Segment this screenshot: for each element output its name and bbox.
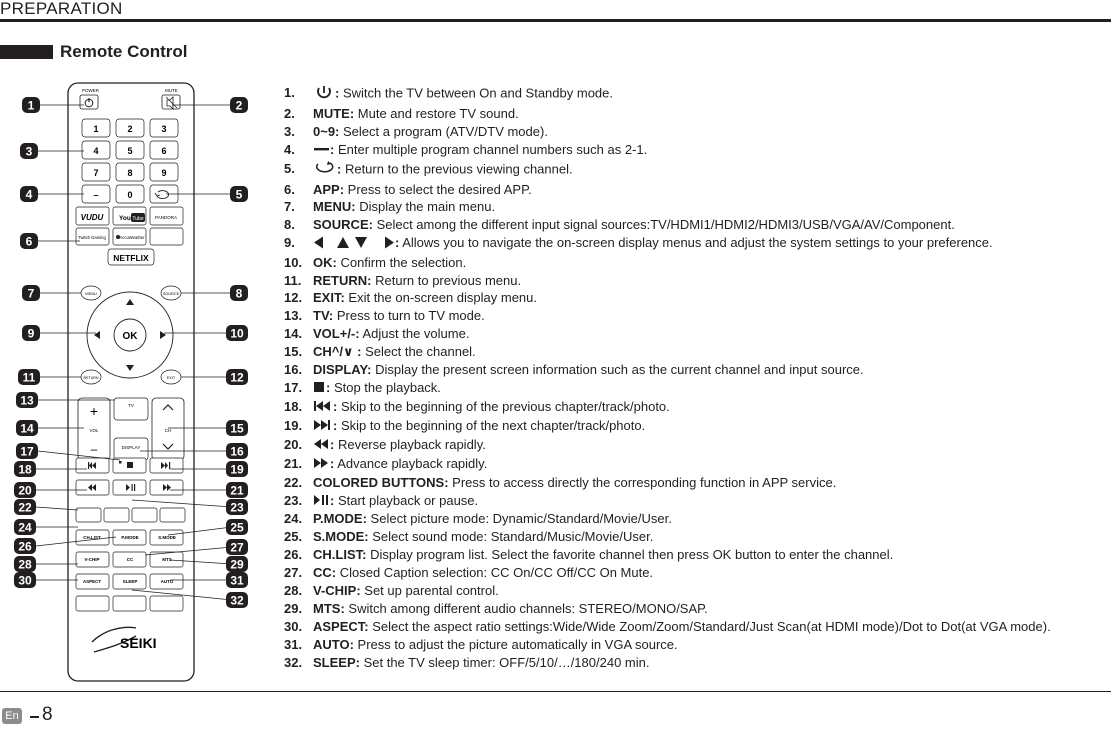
callout-11: 11 [22,370,36,385]
list-item: 23. : Start playback or pause. [284,492,479,508]
power-icon [313,85,335,103]
list-item: 8. SOURCE: Select among the different input signal sources:TV/HDMI1/HDMI2/HDMI3/USB/VGA/AV/Component. [284,217,955,233]
list-item: 18. : Skip to the beginning of the previous chapter/track/photo. [284,398,670,414]
callout-12: 12 [230,370,244,385]
list-item: 24. P.MODE: Select picture mode: Dynamic/Standard/Movie/User. [284,511,672,527]
remote-control-diagram [0,80,260,685]
arrows-icon [313,236,395,252]
digit-8: 8 [127,168,133,178]
list-item: 21. : Advance playback rapidly. [284,455,488,471]
list-item: 22. COLORED BUTTONS: Press to access directly the corresponding function in APP service. [284,474,837,490]
vchip-label: V-CHIP [84,557,100,562]
power-label: POWER [82,88,100,93]
digit-5: 5 [127,146,133,156]
cc-label: CC [126,557,134,562]
chlist-label: CH.LIST [83,535,101,540]
recall-icon [313,161,337,179]
dash-key: – [93,190,99,200]
digit-0: 0 [127,190,133,200]
list-item: 26. CH.LIST: Display program list. Select the favorite channel then press OK button to enter the channel. [284,547,894,563]
page-title: Remote Control [60,42,188,61]
list-item: 27. CC: Closed Caption selection: CC On/CC Off/CC On Mute. [284,565,654,581]
ch-label: CH [164,428,172,433]
forward-icon [313,457,330,472]
section-header: PREPARATION [0,0,123,18]
source-label: SOURCE [162,292,180,296]
callout-7: 7 [27,286,35,301]
callout-18: 18 [18,462,32,477]
digit-6: 6 [161,146,167,156]
callout-4: 4 [25,187,33,202]
callout-8: 8 [235,286,243,301]
tv-label: TV [128,403,134,408]
list-item: 17. : Stop the playback. [284,379,441,395]
footer-dash [30,716,39,718]
callout-28: 28 [18,557,32,572]
twitch-label: Twitch Gaming [78,235,106,240]
callout-27: 27 [230,540,244,555]
sleep-label: SLEEP [122,579,138,584]
list-item: 19. : Skip to the beginning of the next chapter/track/photo. [284,417,646,433]
callout-22: 22 [18,500,32,515]
stop-icon [313,381,326,396]
list-item: 28. V-CHIP: Set up parental control. [284,583,499,599]
list-item: 15. CH^/∨ : Select the channel. [284,344,476,360]
auto-label: AUTO [160,579,174,584]
youtube-label-b: Tube [132,216,144,222]
list-item: 2. MUTE: Mute and restore TV sound. [284,105,519,121]
button-description-list [284,85,1111,673]
list-item: 1. : Switch the TV between On and Standby mode. [284,85,1111,103]
svg-text:–: – [90,442,98,456]
list-item: 13. TV: Press to turn to TV mode. [284,308,485,324]
callout-9: 9 [27,326,35,341]
list-item: 12. EXIT: Exit the on-screen display menu. [284,290,538,306]
smode-label: S.MODE [158,535,176,540]
list-item: 32. SLEEP: Set the TV sleep timer: OFF/5/10/…/180/240 min. [284,654,650,670]
callout-13: 13 [20,393,34,408]
list-item: 20. : Reverse playback rapidly. [284,436,486,452]
play-pause-icon [313,494,330,509]
list-item: 6. APP: Press to select the desired APP. [284,181,532,197]
list-item: 30. ASPECT: Select the aspect ratio settings:Wide/Wide Zoom/Zoom/Standard/Just Scan(at HDMI mode)/Dot to Dot(at VGA mode). [284,618,1051,634]
callout-23: 23 [230,500,244,515]
prev-icon [313,400,333,415]
list-item: 10. OK: Confirm the selection. [284,254,467,270]
callout-14: 14 [20,421,34,436]
accuweather-label: AccuWeather [119,235,145,240]
callout-25: 25 [230,520,244,535]
pmode-label: P.MODE [121,535,139,540]
footer-rule [0,691,1111,692]
youtube-label-a: You [119,215,131,222]
list-item: 16. DISPLAY: Display the present screen information such as the current channel and input source. [284,361,864,377]
page-number: 8 [42,704,53,725]
menu-label: MENU [85,292,97,296]
digit-4: 4 [93,146,99,156]
digit-2: 2 [127,124,133,134]
digit-9: 9 [161,168,167,178]
mts-label: MTS [162,557,172,562]
callout-24: 24 [18,520,32,535]
callout-17: 17 [20,444,34,459]
language-badge: En [2,708,22,724]
display-label: DISPLAY [121,445,141,450]
netflix-label: NETFLIX [113,253,149,263]
list-item: 4. : Enter multiple program channel numbers such as 2-1. [284,141,648,157]
callout-3: 3 [25,144,33,159]
dash-icon [313,143,330,158]
header-rule [0,19,1111,22]
list-item: 14. VOL+/-: Adjust the volume. [284,326,470,342]
stop-icon [127,462,133,468]
list-item: 31. AUTO: Press to adjust the picture automatically in VGA source. [284,636,678,652]
callout-31: 31 [230,573,244,588]
callout-1: 1 [27,98,35,113]
rewind-icon [313,438,330,453]
vol-label: VOL [89,428,99,433]
digit-1: 1 [93,124,99,134]
vudu-label: VUDU [80,213,104,222]
list-item: 25. S.MODE: Select sound mode: Standard/Music/Movie/User. [284,529,654,545]
callout-21: 21 [230,483,244,498]
title-bar [0,45,53,59]
callout-26: 26 [18,539,32,554]
digit-7: 7 [93,168,99,178]
pandora-label: PANDORA [155,215,177,220]
callout-16: 16 [230,444,244,459]
next-icon [313,419,333,434]
callout-20: 20 [18,483,32,498]
exit-label: EXIT [166,376,176,380]
callout-10: 10 [230,326,244,341]
callout-32: 32 [230,593,244,608]
callout-30: 30 [18,573,32,588]
svg-text:+: + [89,403,99,419]
list-item: 7. MENU: Display the main menu. [284,199,496,215]
callout-19: 19 [230,462,244,477]
list-item: 11. RETURN: Return to previous menu. [284,272,522,288]
list-item: 3. 0~9: Select a program (ATV/DTV mode). [284,123,548,139]
callout-2: 2 [235,98,243,113]
callout-15: 15 [230,421,244,436]
callout-6: 6 [25,234,33,249]
callout-29: 29 [230,557,244,572]
callout-5: 5 [235,187,243,202]
brand-label: SEIKI [120,635,157,651]
list-item: 29. MTS: Switch among different audio channels: STEREO/MONO/SAP. [284,600,708,616]
list-item: 9. : Allows you to navigate the on-screen display menus and adjust the system settings to your preference. [284,235,993,251]
list-item: 5. : Return to the previous viewing channel. [284,161,1111,179]
digit-3: 3 [161,124,167,134]
aspect-label: ASPECT [82,579,102,584]
mute-label: MUTE [165,88,178,93]
ok-label: OK [122,331,138,342]
return-label: RETURN [83,376,99,380]
